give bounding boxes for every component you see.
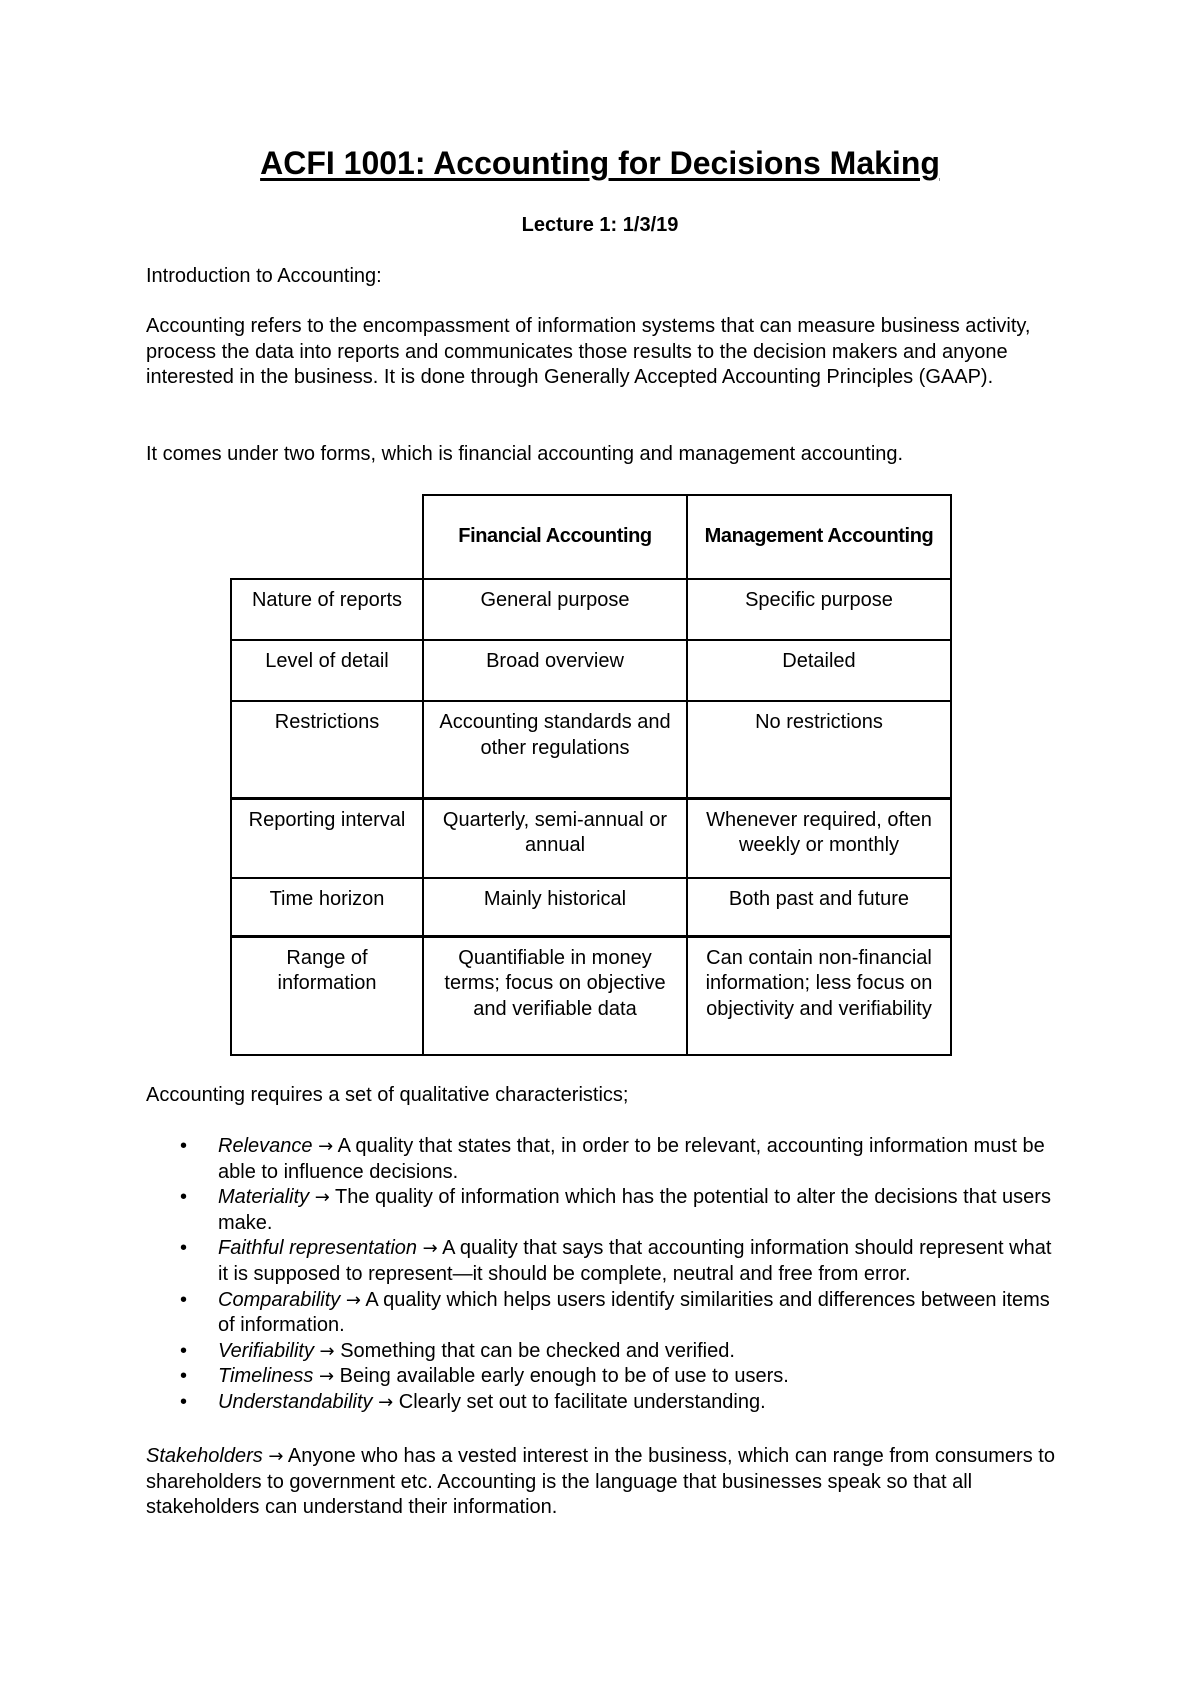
bullet-icon: • [180, 1339, 188, 1362]
row-label: Nature of reports [231, 579, 423, 640]
list-item [146, 1134, 1066, 1185]
characteristic-term: Relevance [218, 1135, 313, 1157]
table-header-row [231, 495, 951, 579]
forms-paragraph: It comes under two forms, which is financial accounting and management accounting. [146, 443, 904, 465]
arrow-icon: → [422, 1238, 438, 1260]
arrow-icon: → [318, 1136, 334, 1157]
stakeholders-paragraph [146, 1444, 1066, 1521]
bullet-icon: • [180, 1186, 188, 1209]
characteristic-text: The quality of information which has the potential to alter the decisions that users make. [218, 1186, 1051, 1234]
characteristic-text: Being available early enough to be of use to users. [339, 1365, 789, 1388]
management-cell: Detailed [687, 640, 951, 701]
arrow-icon: → [319, 1340, 335, 1362]
list-item [146, 1236, 1066, 1287]
bullet-icon: • [180, 1390, 188, 1413]
characteristic-term: Faithful representation [218, 1237, 418, 1260]
characteristic-text: A quality which helps users identify similarities and differences between items of information. [218, 1288, 1050, 1337]
list-item [146, 1390, 1066, 1416]
table-row [231, 640, 951, 701]
financial-cell: Broad overview [423, 640, 687, 701]
list-item [146, 1339, 1066, 1365]
row-label: Restrictions [231, 701, 423, 798]
arrow-icon: → [378, 1391, 394, 1413]
arrow-icon: → [268, 1446, 284, 1467]
bullet-icon: • [180, 1237, 188, 1260]
arrow-icon: → [314, 1187, 330, 1209]
table-row [231, 701, 951, 798]
table-row [231, 936, 951, 1055]
intro-heading: Introduction to Accounting: [146, 265, 382, 287]
characteristic-term: Comparability [218, 1288, 341, 1311]
stakeholders-text: Anyone who has a vested interest in the business, which can range from consumers to shareholders to government etc. Accounting is the language that businesses speak so that all stakeholders can understand their information. [146, 1445, 1055, 1519]
document-title: ACFI 1001: Accounting for Decisions Making [260, 145, 940, 181]
financial-cell: Mainly historical [423, 878, 687, 936]
characteristics-list [146, 1134, 1066, 1416]
financial-cell: Quarterly, semi-annual or annual [423, 798, 687, 878]
list-item [146, 1185, 1066, 1236]
header-financial-accounting: Financial Accounting [423, 495, 687, 579]
characteristic-text: A quality that states that, in order to be relevant, accounting information must be able to influence decisions. [218, 1135, 1045, 1183]
bullet-icon: • [180, 1288, 188, 1311]
table-row [231, 878, 951, 936]
stakeholders-term: Stakeholders [146, 1445, 263, 1467]
characteristic-text: A quality that says that accounting information should represent what it is supposed to represent—it should be complete, neutral and free from error. [218, 1237, 1052, 1285]
header-management-accounting: Management Accounting [687, 495, 951, 579]
financial-cell: Accounting standards and other regulations [423, 701, 687, 798]
financial-cell: General purpose [423, 579, 687, 640]
list-item [146, 1288, 1066, 1339]
characteristic-term: Understandability [218, 1390, 373, 1413]
row-label: Level of detail [231, 640, 423, 701]
bullet-icon: • [180, 1365, 188, 1388]
arrow-icon: → [318, 1366, 335, 1388]
characteristic-text: Something that can be checked and verified. [340, 1339, 735, 1362]
row-label: Time horizon [231, 878, 423, 936]
characteristic-term: Materiality [218, 1186, 310, 1209]
characteristic-term: Timeliness [218, 1365, 314, 1388]
list-item [146, 1364, 1066, 1390]
qualitative-intro: Accounting requires a set of qualitative characteristics; [146, 1084, 629, 1106]
row-label: Range of information [231, 936, 423, 1055]
management-cell: Both past and future [687, 878, 951, 936]
characteristic-text: Clearly set out to facilitate understanding. [398, 1390, 766, 1413]
financial-cell: Quantifiable in money terms; focus on objective and verifiable data [423, 936, 687, 1055]
bullet-icon: • [180, 1135, 188, 1157]
management-cell: Whenever required, often weekly or monthly [687, 798, 951, 878]
management-cell: No restrictions [687, 701, 951, 798]
definition-paragraph: Accounting refers to the encompassment of information systems that can measure business activity, process the data into reports and communicates those results to the decision makers and anyone interested in the business. It is done through Generally Accepted Accounting Principles (GAAP). [146, 315, 1031, 389]
table-row [231, 798, 951, 878]
management-cell: Specific purpose [687, 579, 951, 640]
lecture-subtitle: Lecture 1: 1/3/19 [521, 214, 679, 236]
row-label: Reporting interval [231, 798, 423, 878]
characteristic-term: Verifiability [218, 1339, 314, 1362]
management-cell: Can contain non-financial information; less focus on objectivity and verifiability [687, 936, 951, 1055]
table-corner-cell [231, 495, 423, 579]
arrow-icon: → [345, 1289, 361, 1311]
table-row [231, 579, 951, 640]
comparison-table [230, 494, 952, 1056]
